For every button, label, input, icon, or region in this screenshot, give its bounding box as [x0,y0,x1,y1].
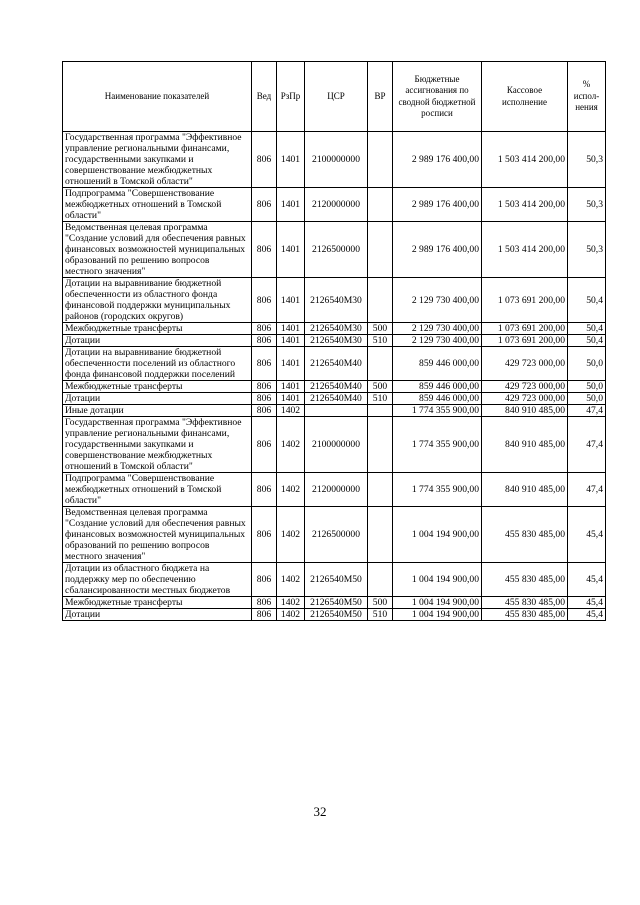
cell-name: Дотации [63,335,252,347]
cell-csr: 2126540М40 [305,381,368,393]
cell-ved: 806 [252,597,277,609]
cell-pct: 45,4 [568,609,606,621]
header-cash: Кассовое исполнение [482,62,568,132]
cell-rzpr: 1401 [277,393,305,405]
header-pct: % испол-нения [568,62,606,132]
budget-table [62,61,606,621]
cell-vr [368,347,393,381]
cell-ved: 806 [252,563,277,597]
table-row [63,597,606,609]
cell-csr: 2120000000 [305,188,368,222]
cell-name: Межбюджетные трансферты [63,323,252,335]
cell-pct: 50,4 [568,335,606,347]
cell-rzpr: 1402 [277,563,305,597]
cell-budget: 859 446 000,00 [393,347,482,381]
cell-budget: 1 004 194 900,00 [393,507,482,563]
table-row [63,417,606,473]
cell-rzpr: 1401 [277,335,305,347]
cell-pct: 45,4 [568,507,606,563]
cell-csr: 2126500000 [305,507,368,563]
cell-rzpr: 1401 [277,222,305,278]
header-rzpr: РзПр [277,62,305,132]
cell-csr: 2100000000 [305,417,368,473]
cell-pct: 50,0 [568,347,606,381]
cell-vr: 500 [368,597,393,609]
cell-name: Межбюджетные трансферты [63,597,252,609]
cell-pct: 47,4 [568,417,606,473]
cell-rzpr: 1401 [277,188,305,222]
cell-name: Дотации на выравнивание бюджетной обеспеченности поселений из областного фонда финансовой поддержки поселений [63,347,252,381]
cell-rzpr: 1401 [277,347,305,381]
cell-ved: 806 [252,188,277,222]
cell-cash: 429 723 000,00 [482,393,568,405]
cell-rzpr: 1402 [277,609,305,621]
cell-budget: 1 774 355 900,00 [393,473,482,507]
cell-name: Государственная программа "Эффективное управление региональными финансами, государственными закупками и совершенствование межбюджетных отношений в Томской области" [63,132,252,188]
table-row [63,335,606,347]
cell-ved: 806 [252,222,277,278]
cell-budget: 1 004 194 900,00 [393,609,482,621]
table-row [63,278,606,323]
cell-budget: 2 129 730 400,00 [393,335,482,347]
cell-name: Государственная программа "Эффективное управление региональными финансами, государственными закупками и совершенствование межбюджетных отношений в Томской области" [63,417,252,473]
cell-cash: 1 503 414 200,00 [482,188,568,222]
table-body [63,132,606,621]
cell-vr: 510 [368,335,393,347]
cell-budget: 859 446 000,00 [393,381,482,393]
cell-cash: 455 830 485,00 [482,563,568,597]
cell-csr: 2126500000 [305,222,368,278]
cell-budget: 1 774 355 900,00 [393,417,482,473]
cell-pct: 50,0 [568,393,606,405]
cell-rzpr: 1402 [277,405,305,417]
cell-cash: 1 073 691 200,00 [482,323,568,335]
table-row [63,323,606,335]
table-row [63,188,606,222]
cell-cash: 429 723 000,00 [482,347,568,381]
cell-name: Дотации [63,609,252,621]
cell-name: Иные дотации [63,405,252,417]
table-row [63,405,606,417]
page-number: 32 [313,804,327,819]
cell-name: Подпрограмма "Совершенствование межбюджетных отношений в Томской области" [63,188,252,222]
cell-csr: 2126540М50 [305,563,368,597]
cell-ved: 806 [252,323,277,335]
cell-cash: 455 830 485,00 [482,609,568,621]
cell-rzpr: 1402 [277,473,305,507]
cell-vr: 500 [368,323,393,335]
cell-ved: 806 [252,473,277,507]
cell-vr [368,278,393,323]
cell-cash: 1 503 414 200,00 [482,222,568,278]
cell-name: Межбюджетные трансферты [63,381,252,393]
cell-pct: 50,0 [568,381,606,393]
cell-pct: 45,4 [568,563,606,597]
header-row [63,62,606,132]
cell-ved: 806 [252,335,277,347]
cell-cash: 429 723 000,00 [482,381,568,393]
cell-pct: 50,4 [568,278,606,323]
cell-name: Ведомственная целевая программа "Создание условий для обеспечения равных финансовых возможностей муниципальных образований по решению вопросов местного значения" [63,222,252,278]
cell-ved: 806 [252,347,277,381]
cell-cash: 1 503 414 200,00 [482,132,568,188]
cell-cash: 1 073 691 200,00 [482,278,568,323]
cell-ved: 806 [252,393,277,405]
cell-vr [368,132,393,188]
cell-csr: 2126540М50 [305,597,368,609]
table-row [63,222,606,278]
cell-cash: 1 073 691 200,00 [482,335,568,347]
cell-budget: 859 446 000,00 [393,393,482,405]
cell-rzpr: 1401 [277,278,305,323]
cell-vr [368,417,393,473]
cell-csr: 2100000000 [305,132,368,188]
cell-budget: 2 989 176 400,00 [393,132,482,188]
cell-ved: 806 [252,132,277,188]
cell-csr: 2126540М40 [305,347,368,381]
cell-csr: 2126540М30 [305,335,368,347]
cell-vr [368,222,393,278]
cell-cash: 840 910 485,00 [482,405,568,417]
cell-vr: 510 [368,609,393,621]
cell-pct: 50,3 [568,222,606,278]
cell-budget: 2 129 730 400,00 [393,278,482,323]
cell-name: Дотации из областного бюджета на поддержку мер по обеспечению сбалансированности местных бюджетов [63,563,252,597]
cell-rzpr: 1401 [277,323,305,335]
cell-name: Ведомственная целевая программа "Создание условий для обеспечения равных финансовых возможностей муниципальных образований по решению вопросов местного значения" [63,507,252,563]
cell-vr [368,473,393,507]
table-row [63,347,606,381]
cell-ved: 806 [252,417,277,473]
cell-csr: 2126540М50 [305,609,368,621]
cell-rzpr: 1401 [277,132,305,188]
cell-ved: 806 [252,405,277,417]
table-row [63,563,606,597]
cell-csr: 2126540М30 [305,323,368,335]
cell-pct: 45,4 [568,597,606,609]
cell-budget: 2 989 176 400,00 [393,188,482,222]
cell-name: Дотации [63,393,252,405]
cell-pct: 50,4 [568,323,606,335]
cell-cash: 455 830 485,00 [482,507,568,563]
cell-rzpr: 1401 [277,381,305,393]
cell-pct: 47,4 [568,473,606,507]
table-row [63,393,606,405]
cell-rzpr: 1402 [277,417,305,473]
cell-name: Подпрограмма "Совершенствование межбюджетных отношений в Томской области" [63,473,252,507]
cell-budget: 2 989 176 400,00 [393,222,482,278]
table-row [63,381,606,393]
table-row [63,132,606,188]
cell-cash: 455 830 485,00 [482,597,568,609]
cell-cash: 840 910 485,00 [482,417,568,473]
cell-vr [368,563,393,597]
cell-ved: 806 [252,278,277,323]
cell-pct: 47,4 [568,405,606,417]
header-vr: ВР [368,62,393,132]
cell-budget: 2 129 730 400,00 [393,323,482,335]
cell-csr: 2120000000 [305,473,368,507]
cell-budget: 1 774 355 900,00 [393,405,482,417]
cell-csr: 2126540М40 [305,393,368,405]
cell-rzpr: 1402 [277,507,305,563]
cell-budget: 1 004 194 900,00 [393,597,482,609]
table-row [63,473,606,507]
header-budget: Бюджетные ассигнования по сводной бюджетной росписи [393,62,482,132]
cell-vr: 510 [368,393,393,405]
cell-name: Дотации на выравнивание бюджетной обеспеченности из областного фонда финансовой поддержки муниципальных районов (городских округов) [63,278,252,323]
table-row [63,609,606,621]
cell-pct: 50,3 [568,132,606,188]
cell-ved: 806 [252,609,277,621]
cell-budget: 1 004 194 900,00 [393,563,482,597]
cell-ved: 806 [252,507,277,563]
table-row [63,507,606,563]
header-csr: ЦСР [305,62,368,132]
header-name: Наименование показателей [63,62,252,132]
cell-vr [368,405,393,417]
header-ved: Вед [252,62,277,132]
cell-ved: 806 [252,381,277,393]
cell-vr: 500 [368,381,393,393]
cell-csr: 2126540М30 [305,278,368,323]
cell-vr [368,507,393,563]
cell-rzpr: 1402 [277,597,305,609]
cell-vr [368,188,393,222]
cell-pct: 50,3 [568,188,606,222]
cell-cash: 840 910 485,00 [482,473,568,507]
cell-csr [305,405,368,417]
